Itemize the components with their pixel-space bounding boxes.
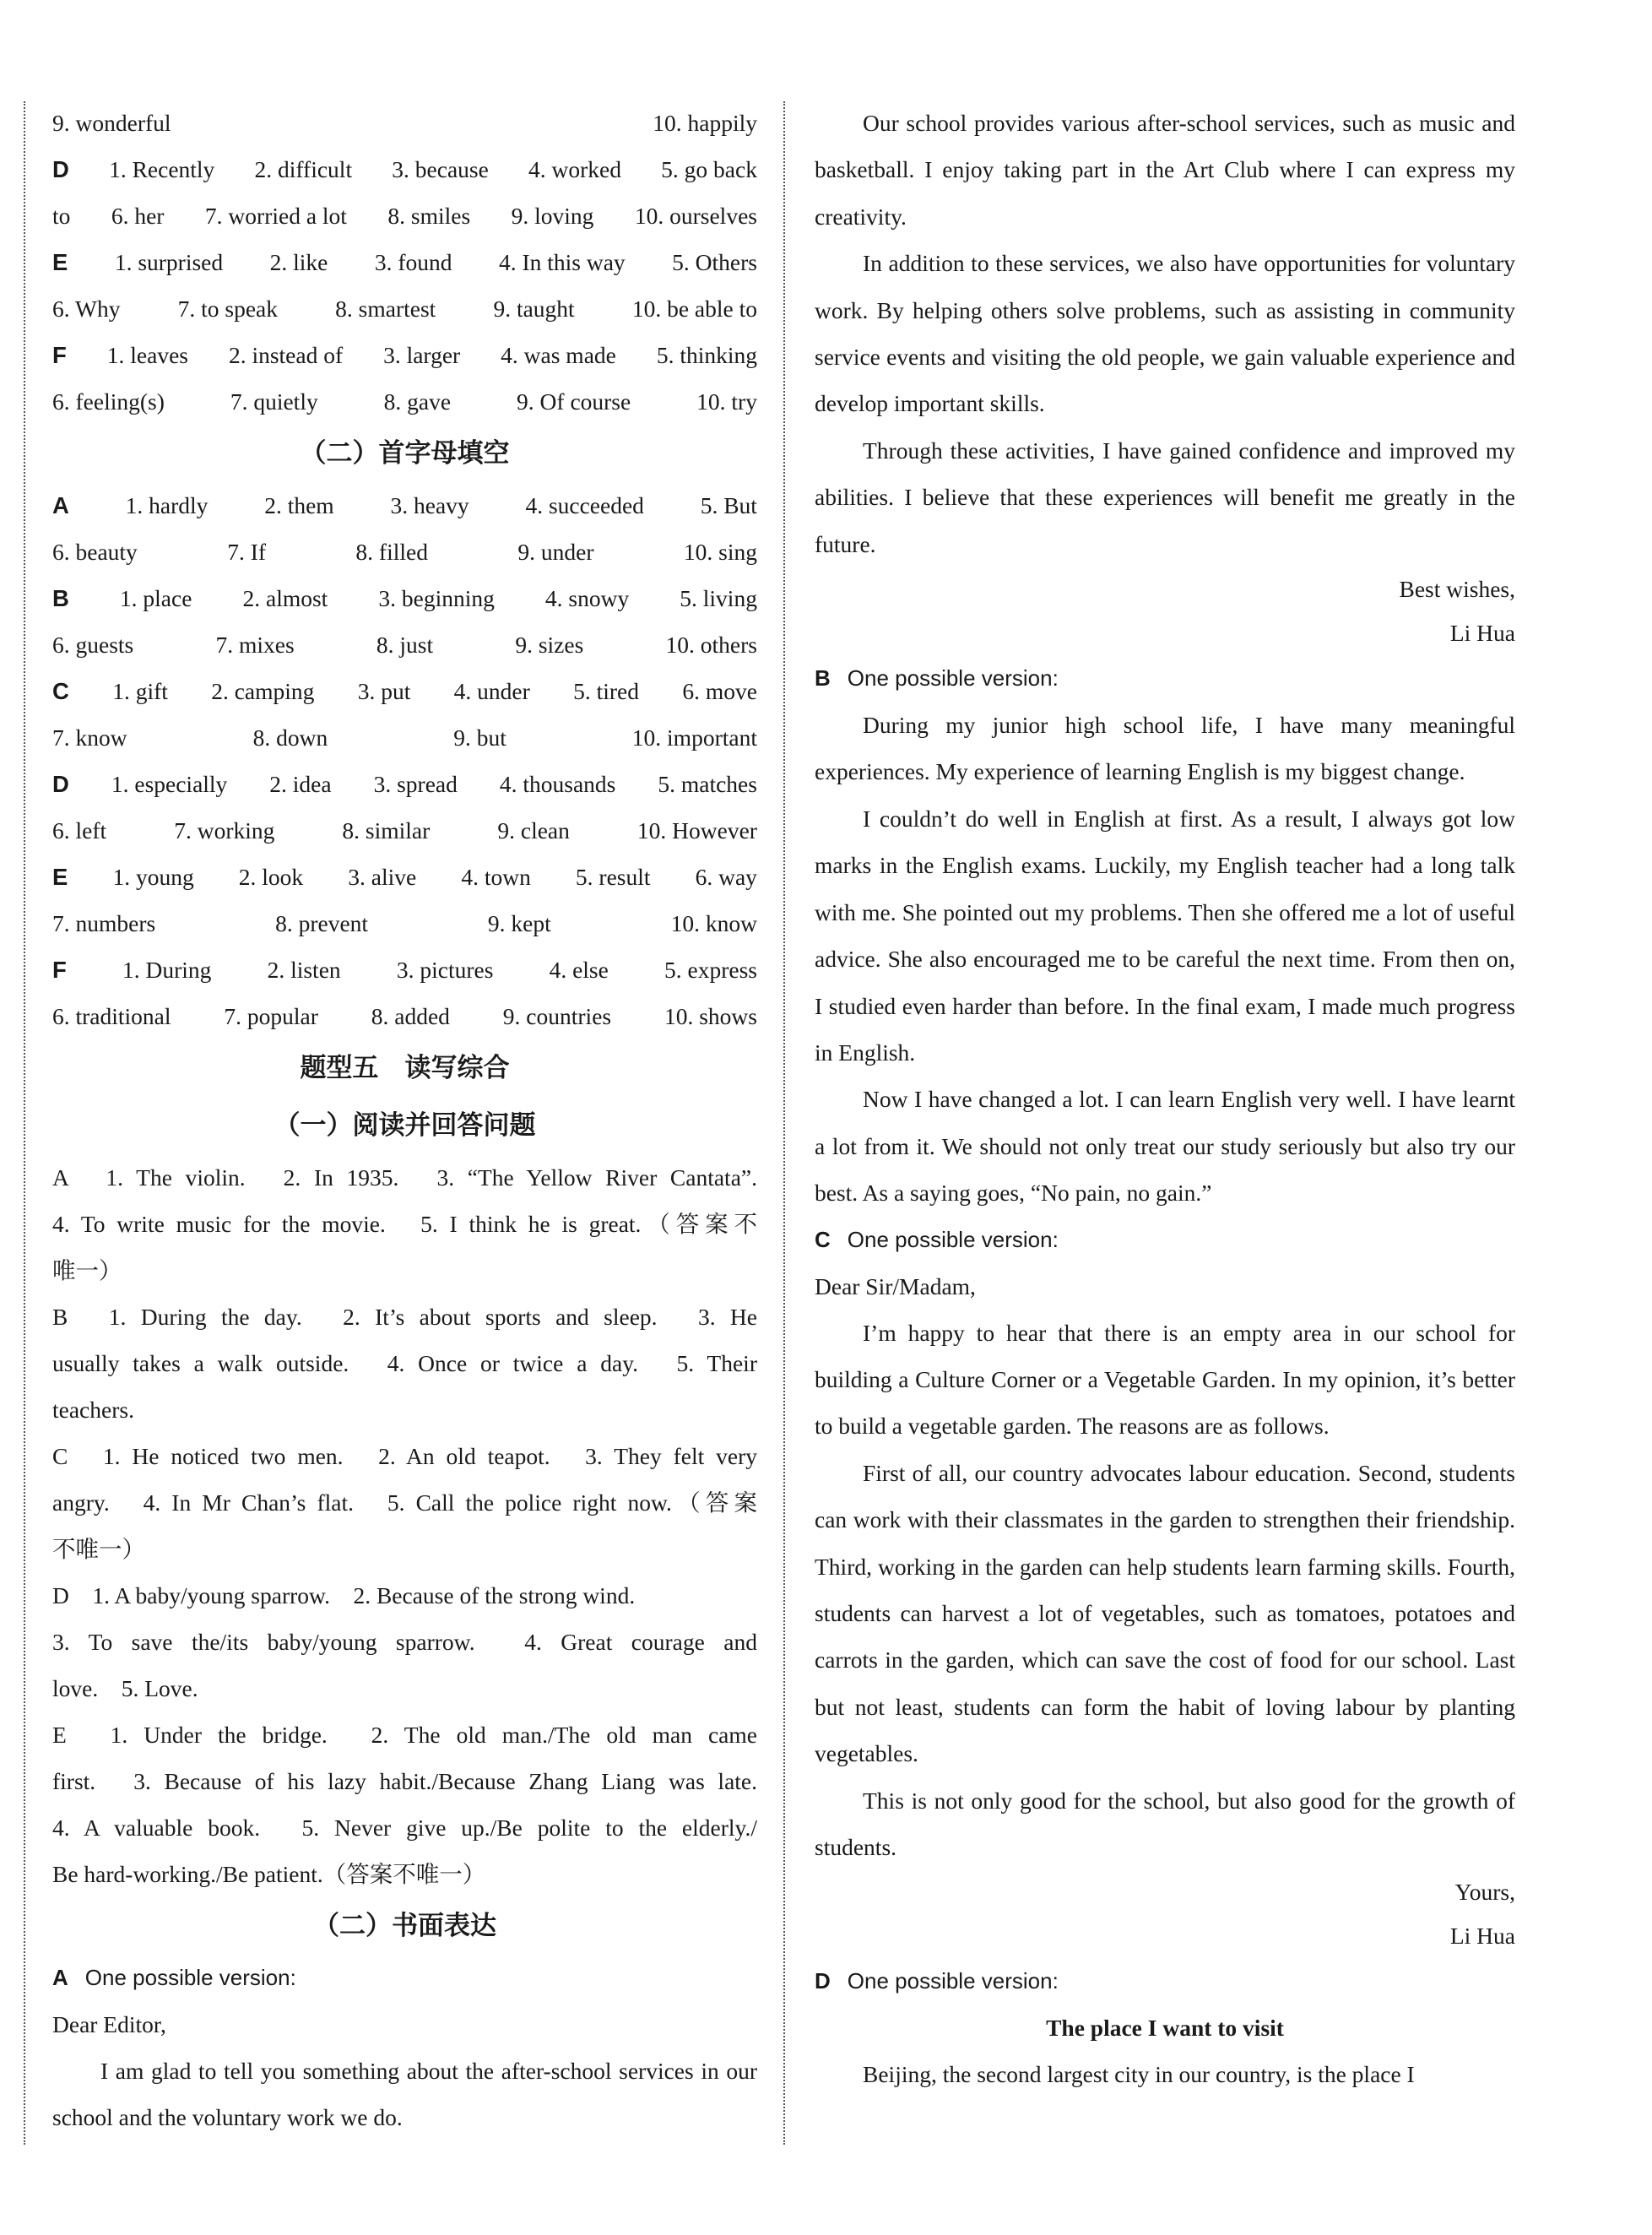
column-divider [783, 101, 785, 2145]
answer-item: 4. worked [528, 156, 621, 182]
writing-c-paragraph-3: This is not only good for the school, but also good for the growth of students. [815, 1787, 1515, 1860]
answer-item: 5. living [680, 585, 757, 611]
answer-item: 1. hardly [125, 492, 209, 518]
section-letter: E [52, 864, 68, 890]
qa-b-line-3: teachers. [52, 1397, 134, 1423]
answer-item: 9. Of course [517, 388, 631, 415]
answer-item: 9. countries [502, 1003, 612, 1029]
section-letter: F [52, 342, 67, 368]
answer-item: 7. If [227, 539, 267, 565]
answer-item: 8. smartest [335, 296, 436, 322]
answer-item: 8. added [371, 1003, 450, 1029]
writing-c-paragraph-2: First of all, our country advocates labour education. Second, students can work with their classmates in the garden to strengthen their friendship. Third, working in the garden can help students learn farming skills. Fourth, students can harvest a lot of vegetables, such as tomatoes, potatoes and carrots in the garden, which can save the cost of food for our school. Last but not least, students can form the habit of loving labour by planting vegetables. [815, 1459, 1515, 1767]
answer-item: 6. feeling(s) [52, 388, 165, 415]
answer-item: 1. During [122, 957, 212, 983]
answer-item: 1. gift [112, 678, 168, 704]
qa-d-line-3: love. 5. Love. [52, 1675, 198, 1701]
qa-e-line-3: 4. A valuable book. 5. Never give up./Be polite to the elderly./ [52, 1815, 757, 1841]
answer-item: 9. clean [497, 817, 570, 844]
answer-item: 3. larger [383, 342, 461, 368]
answer-item: 6. Why [52, 296, 121, 322]
left-margin-rule [24, 101, 25, 2145]
answer-item: 5. result [575, 864, 651, 890]
answer-item: 6. beauty [52, 539, 138, 565]
answer-row [52, 378, 757, 425]
answer-item: 8. gave [383, 388, 452, 415]
writing-a-intro-line [52, 1955, 757, 2001]
writing-a-signature: Li Hua [1449, 620, 1515, 647]
answer-item: 10. important [631, 724, 757, 751]
heading-read-and-answer: （一）阅读并回答问题 [274, 1110, 536, 1141]
answer-item: 4. snowy [544, 585, 630, 611]
heading-initial-letter-fill: （二）首字母填空 [300, 438, 510, 469]
answer-item: 3. put [357, 678, 411, 704]
answer-item: 4. town [461, 864, 531, 890]
left-column [52, 100, 757, 2141]
answer-item: 2. difficult [254, 156, 353, 182]
answer-row [52, 146, 757, 193]
answer-item: 3. pictures [396, 957, 494, 983]
answer-item: 1. leaves [106, 342, 188, 368]
writing-c-signature: Li Hua [1449, 1923, 1515, 1950]
answer-item: 8. similar [342, 817, 431, 844]
answer-item: 2. camping [211, 678, 315, 704]
answer-item: 2. idea [269, 771, 332, 797]
qa-a-line-2: 4. To write music for the movie. 5. I think he is great.（答案不 [52, 1211, 757, 1237]
writing-c-closing: Yours, [1454, 1879, 1515, 1906]
qa-e-line-4: Be hard-working./Be patient.（答案不唯一） [52, 1861, 486, 1887]
qa-c-line-3: 不唯一） [52, 1536, 145, 1562]
answer-item: 9. loving [511, 203, 594, 229]
answer-item: 3. alive [348, 864, 417, 890]
qa-b-line-2: usually takes a walk outside. 4. Once or twice a day. 5. Their [52, 1350, 757, 1376]
answer-row [52, 239, 757, 285]
initial-letter-answer-row [52, 714, 757, 761]
answer-item: 1. especially [111, 771, 228, 797]
section-letter: E [52, 249, 68, 275]
answer-item: 4. was made [501, 342, 616, 368]
answer-item: 9. wonderful [52, 110, 171, 136]
writing-c-label: C [815, 1226, 831, 1252]
answer-item: 1. young [112, 864, 194, 890]
answer-item: 9. sizes [515, 632, 584, 658]
answer-rows-section-2 [52, 482, 757, 1039]
answer-item: 2. instead of [228, 342, 344, 368]
initial-letter-answer-row [52, 482, 757, 529]
answer-item: 4. thousands [499, 771, 616, 797]
writing-a-paragraph-3: In addition to these services, we also have opportunities for voluntary work. By helping others solve problems, such as assisting in community service events and visiting the old people, we gain valuable experience and develop important skills. [815, 250, 1515, 417]
writing-c-intro: One possible version: [847, 1226, 1059, 1252]
initial-letter-answer-row [52, 529, 757, 575]
answer-item: 4. under [453, 678, 530, 704]
answer-item: 6. her [111, 203, 165, 229]
qa-d-line-1: D 1. A baby/young sparrow. 2. Because of the strong wind. [52, 1582, 636, 1608]
answer-item: 8. just [376, 632, 434, 658]
writing-a-closing: Best wishes, [1399, 576, 1515, 603]
writing-a-paragraph-4: Through these activities, I have gained confidence and improved my abilities. I believe that these experiences will benefit me greatly in the future. [815, 437, 1515, 557]
writing-c-greeting: Dear Sir/Madam, [815, 1272, 976, 1299]
answer-item: 6. guests [52, 632, 134, 658]
qa-a-line-3: 唯一） [52, 1257, 122, 1283]
initial-letter-answer-row [52, 668, 757, 714]
answer-item: 8. filled [355, 539, 428, 565]
answer-item: 4. In this way [498, 249, 626, 275]
answer-item: 8. prevent [275, 910, 369, 936]
writing-b-paragraph-2: I couldn’t do well in English at first. As a result, I always got low marks in the English exams. Luckily, my English teacher had a long talk with me. She pointed out my problems. Then she offered me a lot of useful advice. She also encouraged me to be careful the next time. From then on, I studied even harder than before. In the final exam, I made much progress in English. [815, 805, 1515, 1066]
qa-e-line-2: first. 3. Because of his lazy habit./Because Zhang Liang was late. [52, 1768, 757, 1794]
answer-item: 6. left [52, 817, 107, 844]
writing-a-paragraph-1: I am glad to tell you something about the after-school services in our school and the voluntary work we do. [52, 2058, 757, 2131]
answer-item: 10. sing [683, 539, 757, 565]
answer-item: 10. shows [664, 1003, 757, 1029]
initial-letter-answer-row [52, 807, 757, 854]
writing-a-greeting: Dear Editor, [52, 2011, 166, 2037]
qa-a-line-1: A 1. The violin. 2. In 1935. 3. “The Yellow River Cantata”. [52, 1164, 757, 1191]
writing-a-label: A [52, 1965, 68, 1990]
initial-letter-answer-row [52, 947, 757, 993]
answer-item: 3. heavy [390, 492, 469, 518]
answer-item: 5. But [700, 492, 757, 518]
answer-item: 7. numbers [52, 910, 156, 936]
answer-item: 9. under [517, 539, 594, 565]
writing-d-intro: One possible version: [847, 1968, 1059, 1994]
writing-d-label: D [815, 1968, 831, 1994]
answer-rows-section-1 [52, 100, 757, 425]
answer-item: 5. express [664, 957, 757, 983]
answer-item: 2. like [269, 249, 328, 275]
section-letter: F [52, 957, 67, 983]
writing-b-intro: One possible version: [847, 665, 1059, 692]
answer-item: 1. Recently [109, 156, 215, 182]
qa-b-line-1: B 1. During the day. 2. It’s about sports and sleep. 3. He [52, 1304, 757, 1330]
writing-d-paragraph-1: Beijing, the second largest city in our country, is the place I [863, 2061, 1415, 2088]
answer-item: 1. place [119, 585, 192, 611]
answer-item: 6. traditional [52, 1003, 171, 1029]
answer-item: 7. mixes [215, 632, 295, 658]
answer-item: 7. worried a lot [204, 203, 347, 229]
answer-item: 3. beginning [378, 585, 495, 611]
answer-item: 7. popular [224, 1003, 318, 1029]
answer-item: 7. to speak [177, 296, 278, 322]
heading-question-type-5: 题型五 读写综合 [300, 1053, 510, 1083]
answer-item: 8. down [252, 724, 328, 751]
answer-item: 5. matches [658, 771, 757, 797]
writing-d-intro-line [815, 1958, 1515, 2004]
answer-item: 1. surprised [114, 249, 224, 275]
writing-b-label: B [815, 665, 831, 692]
writing-d-title: The place I want to visit [1046, 2015, 1284, 2042]
answer-item: 5. Others [672, 249, 757, 275]
answer-item: 10. know [670, 910, 757, 936]
section-letter: C [52, 678, 69, 704]
qa-d-line-2: 3. To save the/its baby/young sparrow. 4. Great courage and [52, 1629, 757, 1655]
answer-item: 10. try [696, 388, 757, 415]
answer-item: 3. found [374, 249, 452, 275]
writing-a-intro: One possible version: [84, 1965, 296, 1990]
answer-item: 9. but [453, 724, 506, 751]
answer-item: 2. them [264, 492, 334, 518]
answer-item: 5. go back [661, 156, 757, 182]
answer-item: 10. others [665, 632, 757, 658]
answer-item: 7. quietly [230, 388, 318, 415]
qa-c-line-2: angry. 4. In Mr Chan’s flat. 5. Call the police right now.（答案 [52, 1489, 757, 1516]
answer-item: 5. tired [573, 678, 640, 704]
section-letter: A [52, 492, 69, 518]
answer-item: 8. smiles [387, 203, 471, 229]
writing-b-intro-line [815, 655, 1515, 702]
answer-item: 3. because [392, 156, 489, 182]
writing-b-paragraph-1: During my junior high school life, I have many meaningful experiences. My experience of learning English is my biggest change. [815, 712, 1515, 785]
answer-item: 3. spread [373, 771, 458, 797]
section-letter: D [52, 156, 69, 182]
answer-item: 6. way [695, 864, 757, 890]
writing-b-paragraph-3: Now I have changed a lot. I can learn English very well. I have learnt a lot from it. We should not only treat our study seriously but also try our best. As a saying goes, “No pain, no gain.” [815, 1086, 1515, 1207]
answer-item: 9. taught [493, 296, 575, 322]
answer-item: 2. look [238, 864, 304, 890]
answer-item: 2. almost [242, 585, 328, 611]
answer-item: 10. ourselves [634, 203, 757, 229]
initial-letter-answer-row [52, 854, 757, 900]
answer-row [52, 285, 757, 332]
answer-item: 10. However [636, 817, 757, 844]
writing-a-paragraph-2: Our school provides various after-school services, such as music and basketball. I enjoy taking part in the Art Club where I can express my creativity. [815, 110, 1515, 230]
writing-c-paragraph-1: I’m happy to hear that there is an empty area in our school for building a Culture Corner or a Vegetable Garden. In my opinion, it’s better to build a vegetable garden. The reasons are as follows. [815, 1319, 1515, 1440]
qa-e-line-1: E 1. Under the bridge. 2. The old man./The old man came [52, 1722, 757, 1748]
answer-item: 2. listen [267, 957, 341, 983]
answer-item: 4. succeeded [525, 492, 644, 518]
initial-letter-answer-row [52, 621, 757, 668]
writing-c-intro-line [815, 1217, 1515, 1263]
answer-item: 7. know [52, 724, 127, 751]
answer-row [52, 100, 757, 146]
section-letter: B [52, 585, 69, 611]
answer-row [52, 193, 757, 239]
answer-row [52, 332, 757, 378]
answer-item: 6. move [682, 678, 757, 704]
initial-letter-answer-row [52, 993, 757, 1039]
answer-item: 4. else [549, 957, 609, 983]
answer-item: 5. thinking [656, 342, 757, 368]
answer-item: 7. working [174, 817, 275, 844]
answer-item: 10. be able to [631, 296, 757, 322]
answer-item: to [52, 203, 71, 229]
heading-written-expression: （二）书面表达 [313, 1911, 496, 1941]
right-column [815, 100, 1515, 2098]
initial-letter-answer-row [52, 575, 757, 621]
answer-item: 9. kept [487, 910, 551, 936]
initial-letter-answer-row [52, 900, 757, 947]
answer-item: 10. happily [653, 110, 757, 136]
initial-letter-answer-row [52, 761, 757, 807]
qa-c-line-1: C 1. He noticed two men. 2. An old teapot. 3. They felt very [52, 1443, 757, 1469]
section-letter: D [52, 771, 69, 797]
